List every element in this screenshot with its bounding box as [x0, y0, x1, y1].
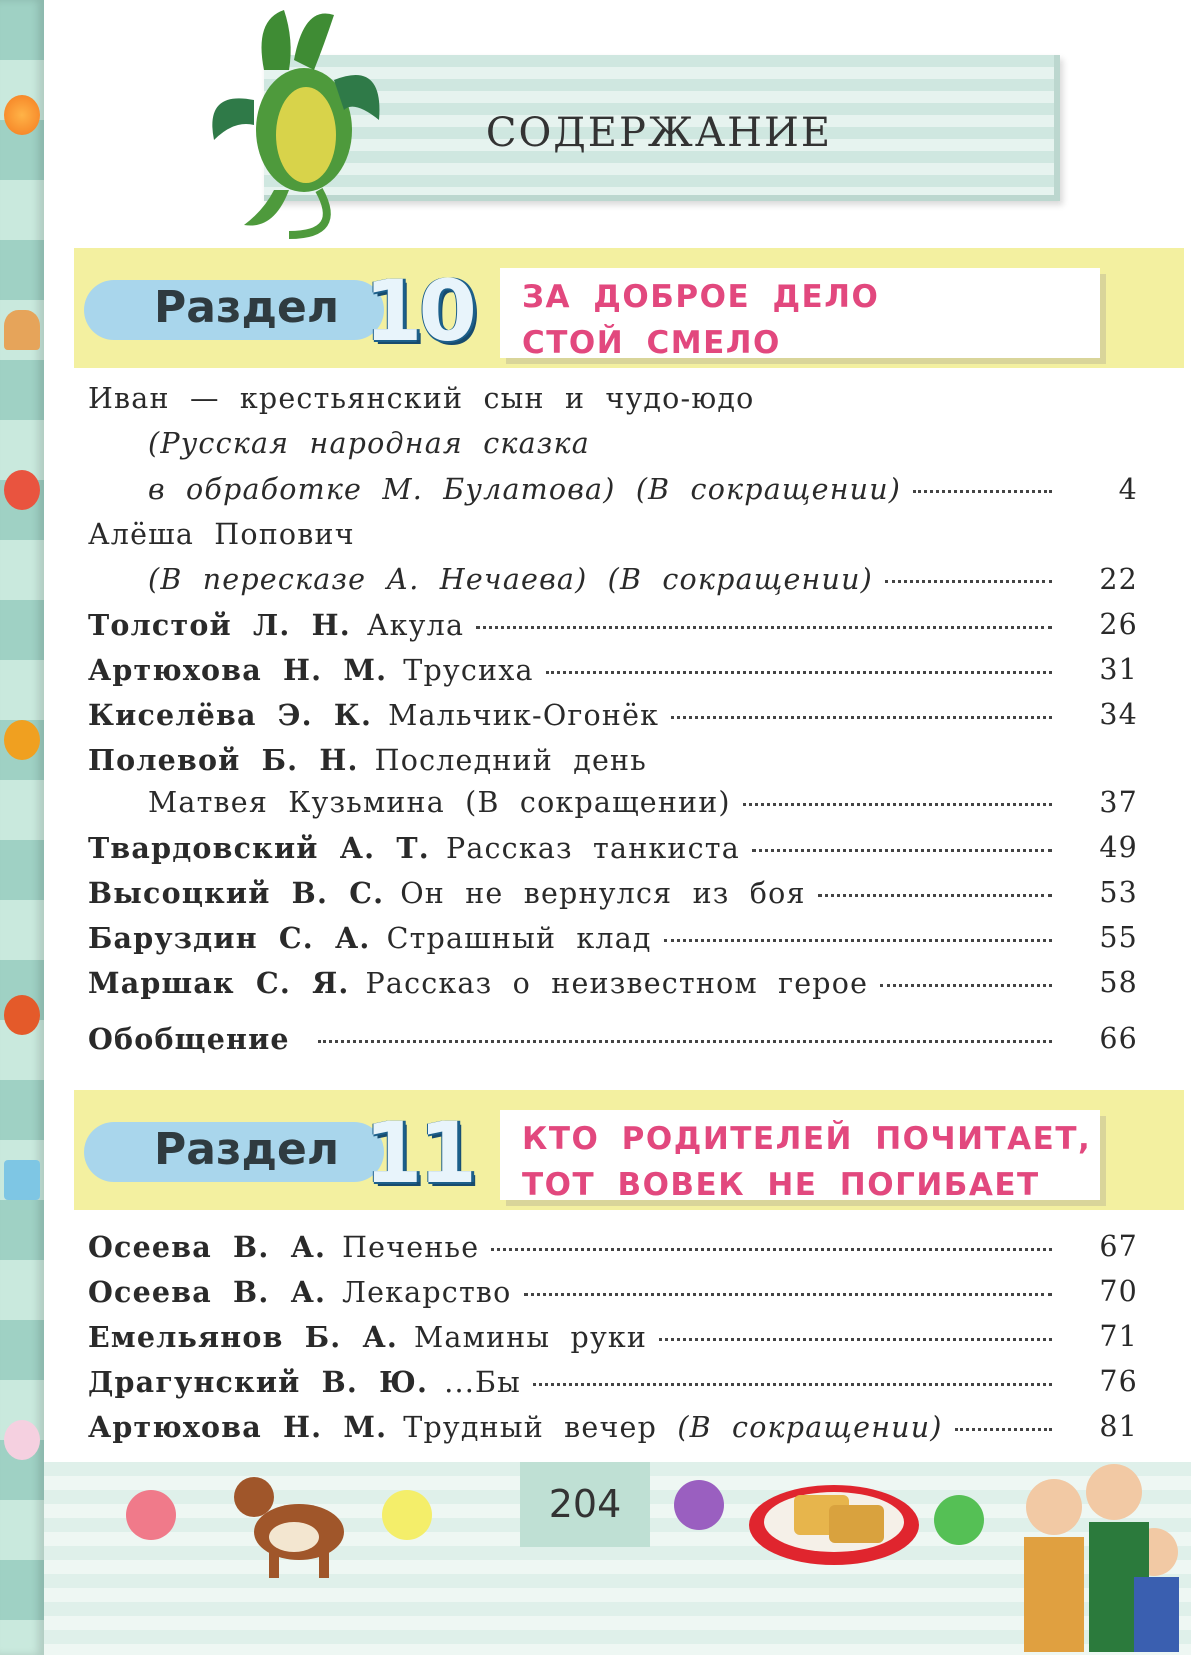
toc-entry[interactable] [88, 1365, 1138, 1409]
entry-author: Полевой Б. Н. [88, 743, 359, 777]
entry-subtitle: (В сокращении) [677, 1411, 943, 1444]
section-number: 10 [364, 262, 473, 360]
page-title: СОДЕРЖАНИЕ [485, 110, 833, 156]
entry-subtitle: (В пересказе А. Нечаева) (В сокращении) [148, 563, 873, 596]
page-number: 34 [1099, 698, 1138, 731]
toc-entry[interactable] [88, 608, 1138, 652]
dot-leader [913, 489, 1052, 493]
dot-leader [664, 938, 1052, 942]
entry-title: Акула [366, 609, 465, 642]
page-number: 55 [1099, 921, 1138, 954]
dot-leader [885, 579, 1052, 583]
dot-leader [880, 983, 1052, 987]
section-label: Раздел [154, 1124, 340, 1175]
page-number-footer: 204 [520, 1462, 650, 1547]
dot-leader [533, 1382, 1052, 1386]
section-label: Раздел [154, 282, 340, 333]
toc-entry-continuation [88, 473, 1138, 517]
entry-author: Емельянов Б. А. [88, 1320, 399, 1354]
entry-title: Иван — крестьянский сын и чудо-юдо [88, 382, 755, 415]
section-title-line: КТО РОДИТЕЛЕЙ ПОЧИТАЕТ, [522, 1121, 1092, 1157]
page-number: 22 [1099, 563, 1138, 596]
family-icon [1004, 1452, 1189, 1652]
dragon-icon [194, 0, 394, 240]
toc-entry[interactable] [88, 743, 1138, 787]
dog-icon [224, 1462, 364, 1582]
toc-entry[interactable] [88, 876, 1138, 920]
entry-author: Артюхова Н. М. [88, 1410, 388, 1444]
dot-leader [955, 1427, 1052, 1431]
dot-leader [546, 670, 1052, 674]
sun-icon [4, 95, 40, 135]
page-number: 70 [1099, 1275, 1138, 1308]
section-title-line: ТОТ ВОВЕК НЕ ПОГИБАЕТ [522, 1167, 1040, 1203]
entry-title: Последний день [374, 744, 647, 777]
entry-title: Трудный вечер [403, 1411, 658, 1444]
entry-title: Лекарство [342, 1276, 512, 1309]
daisy-icon [4, 1420, 40, 1460]
toc-entry[interactable] [88, 518, 1138, 562]
entry-title: Рассказ о неизвестном герое [365, 967, 869, 1000]
dot-leader [743, 802, 1052, 806]
entry-author: Драгунский В. Ю. [88, 1365, 429, 1399]
red-dot-icon [126, 1490, 176, 1540]
entry-title: Страшный клад [386, 922, 652, 955]
entry-author: Артюхова Н. М. [88, 653, 388, 687]
entry-title: Мальчик-Огонёк [388, 699, 660, 732]
bell-icon [4, 310, 40, 350]
page-number: 37 [1099, 786, 1138, 819]
page-number: 76 [1099, 1365, 1138, 1398]
entry-author: Маршак С. Я. [88, 966, 350, 1000]
page-number: 53 [1099, 876, 1138, 909]
toc-entry[interactable] [88, 1022, 1138, 1066]
glass-icon [4, 1160, 40, 1200]
entry-author: Толстой Л. Н. [88, 608, 351, 642]
yellow-dot-icon [382, 1490, 432, 1540]
toc-entry[interactable] [88, 831, 1138, 875]
page-number: 26 [1099, 608, 1138, 641]
entry-title: Обобщение [88, 1022, 290, 1056]
section-title [522, 1116, 1092, 1208]
dot-leader [524, 1292, 1052, 1296]
dot-leader [671, 715, 1052, 719]
entry-subtitle: Матвея Кузьмина (В сокращении) [148, 786, 731, 819]
toc-entry[interactable] [88, 1320, 1138, 1364]
dot-leader [476, 625, 1052, 629]
toc-entry[interactable] [88, 1275, 1138, 1319]
cookie-plate-icon [744, 1460, 924, 1570]
fruit-icon [4, 995, 40, 1035]
entry-title: Мамины руки [414, 1321, 648, 1354]
entry-author: Осеева В. А. [88, 1275, 327, 1309]
entry-author: Киселёва Э. К. [88, 698, 373, 732]
toc-entry-continuation [88, 427, 1138, 471]
entry-author: Осеева В. А. [88, 1230, 327, 1264]
entry-subtitle: в обработке М. Булатова) (В сокращении) [148, 473, 902, 506]
dot-leader [659, 1337, 1052, 1341]
entry-subtitle: (Русская народная сказка [148, 427, 590, 460]
contents-page [44, 0, 1191, 1655]
page-number: 81 [1099, 1410, 1138, 1443]
page-number: 31 [1099, 653, 1138, 686]
leaf-icon [4, 720, 40, 760]
entry-title: ...Бы [444, 1366, 521, 1399]
purple-dot-icon [674, 1480, 724, 1530]
toc-entry[interactable] [88, 1410, 1138, 1454]
page-number: 4 [1118, 473, 1138, 506]
left-decorative-strip [0, 0, 44, 1655]
section-10-band [74, 248, 1184, 368]
page-number: 66 [1099, 1022, 1138, 1055]
section-title [522, 274, 1092, 366]
entry-title: Печенье [342, 1231, 480, 1264]
toc-entry[interactable] [88, 653, 1138, 697]
toc-entry-continuation [88, 563, 1138, 607]
dot-leader [318, 1039, 1052, 1043]
entry-author: Высоцкий В. С. [88, 876, 385, 910]
page-number: 71 [1099, 1320, 1138, 1353]
entry-author: Баруздин С. А. [88, 921, 371, 955]
section-title-box [500, 268, 1100, 361]
page-number: 67 [1099, 1230, 1138, 1263]
page-number: 49 [1099, 831, 1138, 864]
entry-title: Трусиха [403, 654, 534, 687]
section-title-box [500, 1110, 1100, 1203]
section-title-line: ЗА ДОБРОЕ ДЕЛО [522, 279, 880, 315]
section-number: 11 [364, 1104, 473, 1202]
entry-title: Алёша Попович [88, 518, 355, 551]
section-11-band [74, 1090, 1184, 1210]
flower-icon [4, 470, 40, 510]
dot-leader [491, 1247, 1052, 1251]
dot-leader [752, 848, 1052, 852]
page-number: 58 [1099, 966, 1138, 999]
dot-leader [818, 893, 1052, 897]
entry-title: Рассказ танкиста [445, 832, 740, 865]
toc-entry-continuation [88, 786, 1138, 830]
toc-entry[interactable] [88, 1230, 1138, 1274]
green-dot-icon [934, 1495, 984, 1545]
toc-entry[interactable] [88, 382, 1138, 426]
toc-entry[interactable] [88, 698, 1138, 742]
entry-title: Он не вернулся из боя [400, 877, 806, 910]
toc-entry[interactable] [88, 921, 1138, 965]
section-title-line: СТОЙ СМЕЛО [522, 325, 781, 361]
entry-author: Твардовский А. Т. [88, 831, 430, 865]
toc-entry[interactable] [88, 966, 1138, 1010]
